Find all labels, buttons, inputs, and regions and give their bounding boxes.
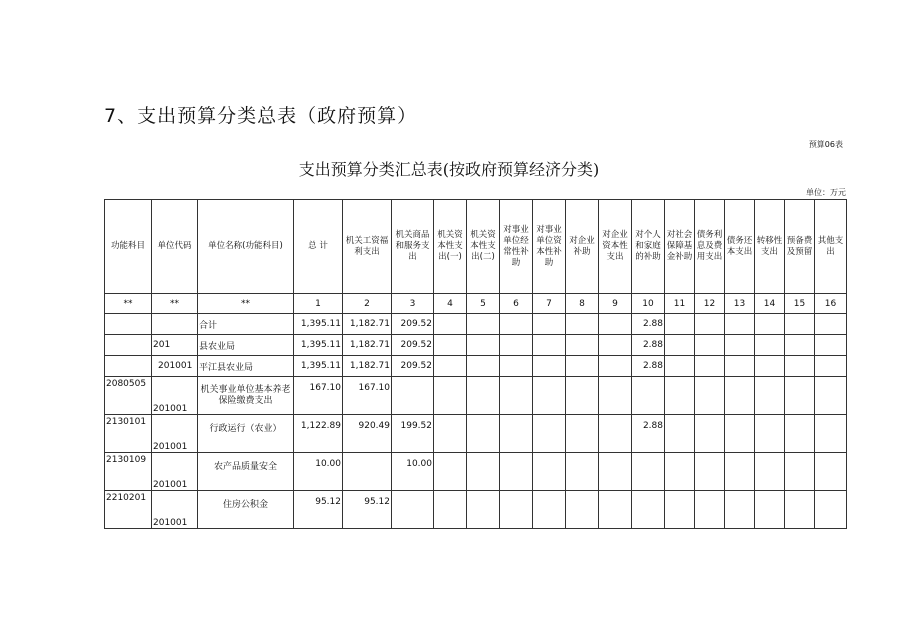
amount-cell — [785, 415, 815, 453]
header-cell: 其他支出 — [815, 200, 847, 294]
unit-code-cell: 201 — [152, 335, 198, 356]
amount-cell — [725, 415, 755, 453]
amount-cell — [665, 415, 695, 453]
amount-cell: 95.12 — [343, 491, 392, 529]
index-cell: 6 — [500, 294, 533, 314]
amount-cell — [725, 491, 755, 529]
amount-cell — [632, 453, 665, 491]
amount-cell: 2.88 — [632, 314, 665, 335]
amount-cell — [665, 314, 695, 335]
amount-cell — [434, 415, 467, 453]
unit-name-cell: 机关事业单位基本养老保险缴费支出 — [198, 377, 294, 415]
header-cell: 对企业补助 — [566, 200, 599, 294]
amount-cell: 209.52 — [392, 314, 434, 335]
table-row — [105, 491, 847, 529]
amount-cell — [599, 314, 632, 335]
header-cell: 预备费及预留 — [785, 200, 815, 294]
unit-name-cell: 合计 — [198, 314, 294, 335]
amount-cell: 2.88 — [632, 356, 665, 377]
amount-cell — [434, 335, 467, 356]
amount-cell — [500, 415, 533, 453]
budget-table — [104, 199, 847, 529]
header-cell: 对个人和家庭的补助 — [632, 200, 665, 294]
header-cell: 对事业单位经常性补助 — [500, 200, 533, 294]
amount-cell: 167.10 — [343, 377, 392, 415]
table-row — [105, 377, 847, 415]
amount-cell — [665, 377, 695, 415]
header-cell: 转移性支出 — [755, 200, 785, 294]
index-cell: 16 — [815, 294, 847, 314]
table-title: 支出预算分类汇总表(按政府预算经济分类) — [298, 160, 600, 179]
header-cell: 债务还本支出 — [725, 200, 755, 294]
amount-cell — [785, 377, 815, 415]
index-cell: ** — [152, 294, 198, 314]
header-cell: 对社会保障基金补助 — [665, 200, 695, 294]
form-code-label: 预算06表 — [808, 140, 843, 149]
amount-cell: 10.00 — [294, 453, 343, 491]
amount-cell — [785, 491, 815, 529]
amount-cell — [785, 453, 815, 491]
header-cell: 单位名称(功能科目) — [198, 200, 294, 294]
amount-cell — [695, 356, 725, 377]
amount-cell — [815, 415, 847, 453]
index-cell: ** — [105, 294, 152, 314]
header-cell: 债务利息及费用支出 — [695, 200, 725, 294]
amount-cell — [755, 453, 785, 491]
unit-label: 单位：万元 — [806, 188, 846, 197]
unit-name-cell: 农产品质量安全 — [198, 453, 294, 491]
amount-cell — [755, 415, 785, 453]
amount-cell — [665, 356, 695, 377]
amount-cell — [815, 453, 847, 491]
amount-cell — [566, 415, 599, 453]
amount-cell — [467, 356, 500, 377]
index-cell: 12 — [695, 294, 725, 314]
amount-cell — [467, 314, 500, 335]
amount-cell — [467, 491, 500, 529]
function-code-cell: 2130101 — [105, 415, 152, 453]
header-cell: 对事业单位资本性补助 — [533, 200, 566, 294]
amount-cell — [599, 335, 632, 356]
amount-cell — [566, 453, 599, 491]
amount-cell — [533, 335, 566, 356]
amount-cell — [632, 377, 665, 415]
function-code-cell — [105, 356, 152, 377]
amount-cell — [434, 491, 467, 529]
header-cell: 机关资本性支出(二) — [467, 200, 500, 294]
index-cell: 5 — [467, 294, 500, 314]
amount-cell — [566, 335, 599, 356]
amount-cell — [815, 314, 847, 335]
header-cell: 功能科目 — [105, 200, 152, 294]
unit-name-cell: 平江县农业局 — [198, 356, 294, 377]
amount-cell — [755, 377, 785, 415]
amount-cell: 1,122.89 — [294, 415, 343, 453]
amount-cell — [815, 335, 847, 356]
amount-cell — [755, 314, 785, 335]
amount-cell: 920.49 — [343, 415, 392, 453]
amount-cell: 95.12 — [294, 491, 343, 529]
index-cell: 15 — [785, 294, 815, 314]
amount-cell: 1,395.11 — [294, 356, 343, 377]
amount-cell — [434, 453, 467, 491]
amount-cell: 1,182.71 — [343, 335, 392, 356]
table-row — [105, 415, 847, 453]
amount-cell: 1,395.11 — [294, 335, 343, 356]
table-row — [105, 453, 847, 491]
amount-cell — [599, 377, 632, 415]
index-cell: 13 — [725, 294, 755, 314]
amount-cell: 167.10 — [294, 377, 343, 415]
index-cell: 3 — [392, 294, 434, 314]
amount-cell: 1,395.11 — [294, 314, 343, 335]
amount-cell — [725, 453, 755, 491]
amount-cell — [695, 335, 725, 356]
amount-cell — [785, 335, 815, 356]
header-cell: 机关工资福利支出 — [343, 200, 392, 294]
amount-cell: 10.00 — [392, 453, 434, 491]
unit-name-cell: 住房公积金 — [198, 491, 294, 529]
function-code-cell: 2080505 — [105, 377, 152, 415]
amount-cell — [392, 491, 434, 529]
amount-cell — [533, 356, 566, 377]
amount-cell: 209.52 — [392, 335, 434, 356]
amount-cell — [599, 415, 632, 453]
amount-cell — [755, 335, 785, 356]
amount-cell — [599, 356, 632, 377]
amount-cell: 2.88 — [632, 335, 665, 356]
function-code-cell: 2210201 — [105, 491, 152, 529]
header-cell: 总 计 — [294, 200, 343, 294]
amount-cell — [500, 335, 533, 356]
amount-cell — [815, 356, 847, 377]
amount-cell — [665, 453, 695, 491]
amount-cell — [566, 314, 599, 335]
amount-cell — [533, 377, 566, 415]
index-cell: 9 — [599, 294, 632, 314]
amount-cell — [500, 356, 533, 377]
amount-cell: 2.88 — [632, 415, 665, 453]
amount-cell — [695, 314, 725, 335]
column-index-row — [105, 294, 847, 314]
index-cell: 14 — [755, 294, 785, 314]
amount-cell — [467, 453, 500, 491]
amount-cell — [533, 314, 566, 335]
index-cell: 7 — [533, 294, 566, 314]
amount-cell — [815, 491, 847, 529]
amount-cell — [725, 377, 755, 415]
amount-cell — [599, 491, 632, 529]
header-cell: 单位代码 — [152, 200, 198, 294]
index-cell: 11 — [665, 294, 695, 314]
function-code-cell — [105, 314, 152, 335]
amount-cell — [434, 314, 467, 335]
amount-cell — [695, 453, 725, 491]
amount-cell — [785, 314, 815, 335]
amount-cell — [566, 377, 599, 415]
index-cell: 1 — [294, 294, 343, 314]
amount-cell — [815, 377, 847, 415]
amount-cell — [434, 377, 467, 415]
amount-cell — [755, 356, 785, 377]
index-cell: 2 — [343, 294, 392, 314]
section-title: 7、支出预算分类总表（政府预算） — [104, 105, 418, 127]
index-cell: ** — [198, 294, 294, 314]
unit-code-cell: 201001 — [152, 415, 198, 453]
index-cell: 10 — [632, 294, 665, 314]
header-row — [105, 200, 847, 294]
header-cell: 机关资本性支出(一) — [434, 200, 467, 294]
table-row — [105, 335, 847, 356]
amount-cell: 1,182.71 — [343, 356, 392, 377]
amount-cell: 1,182.71 — [343, 314, 392, 335]
amount-cell — [533, 453, 566, 491]
amount-cell — [343, 453, 392, 491]
unit-code-cell: 201001 — [152, 491, 198, 529]
amount-cell — [533, 491, 566, 529]
amount-cell — [695, 415, 725, 453]
amount-cell — [500, 453, 533, 491]
amount-cell: 199.52 — [392, 415, 434, 453]
amount-cell — [725, 335, 755, 356]
unit-code-cell: 201001 — [152, 377, 198, 415]
amount-cell — [695, 377, 725, 415]
amount-cell — [755, 491, 785, 529]
amount-cell — [725, 356, 755, 377]
amount-cell — [785, 356, 815, 377]
amount-cell — [665, 491, 695, 529]
unit-code-cell: 201001 — [152, 356, 198, 377]
amount-cell — [566, 491, 599, 529]
function-code-cell: 2130109 — [105, 453, 152, 491]
amount-cell — [434, 356, 467, 377]
amount-cell — [632, 491, 665, 529]
amount-cell — [725, 314, 755, 335]
unit-name-cell: 县农业局 — [198, 335, 294, 356]
index-cell: 4 — [434, 294, 467, 314]
table-row — [105, 356, 847, 377]
amount-cell — [467, 335, 500, 356]
index-cell: 8 — [566, 294, 599, 314]
amount-cell — [467, 377, 500, 415]
header-cell: 对企业资本性支出 — [599, 200, 632, 294]
amount-cell — [500, 491, 533, 529]
amount-cell — [500, 314, 533, 335]
unit-name-cell: 行政运行（农业） — [198, 415, 294, 453]
amount-cell — [533, 415, 566, 453]
unit-code-cell — [152, 314, 198, 335]
amount-cell — [392, 377, 434, 415]
amount-cell — [467, 415, 500, 453]
amount-cell — [566, 356, 599, 377]
amount-cell — [500, 377, 533, 415]
unit-code-cell: 201001 — [152, 453, 198, 491]
amount-cell — [695, 491, 725, 529]
table-row — [105, 314, 847, 335]
amount-cell — [665, 335, 695, 356]
header-cell: 机关商品和服务支出 — [392, 200, 434, 294]
function-code-cell — [105, 335, 152, 356]
amount-cell: 209.52 — [392, 356, 434, 377]
amount-cell — [599, 453, 632, 491]
